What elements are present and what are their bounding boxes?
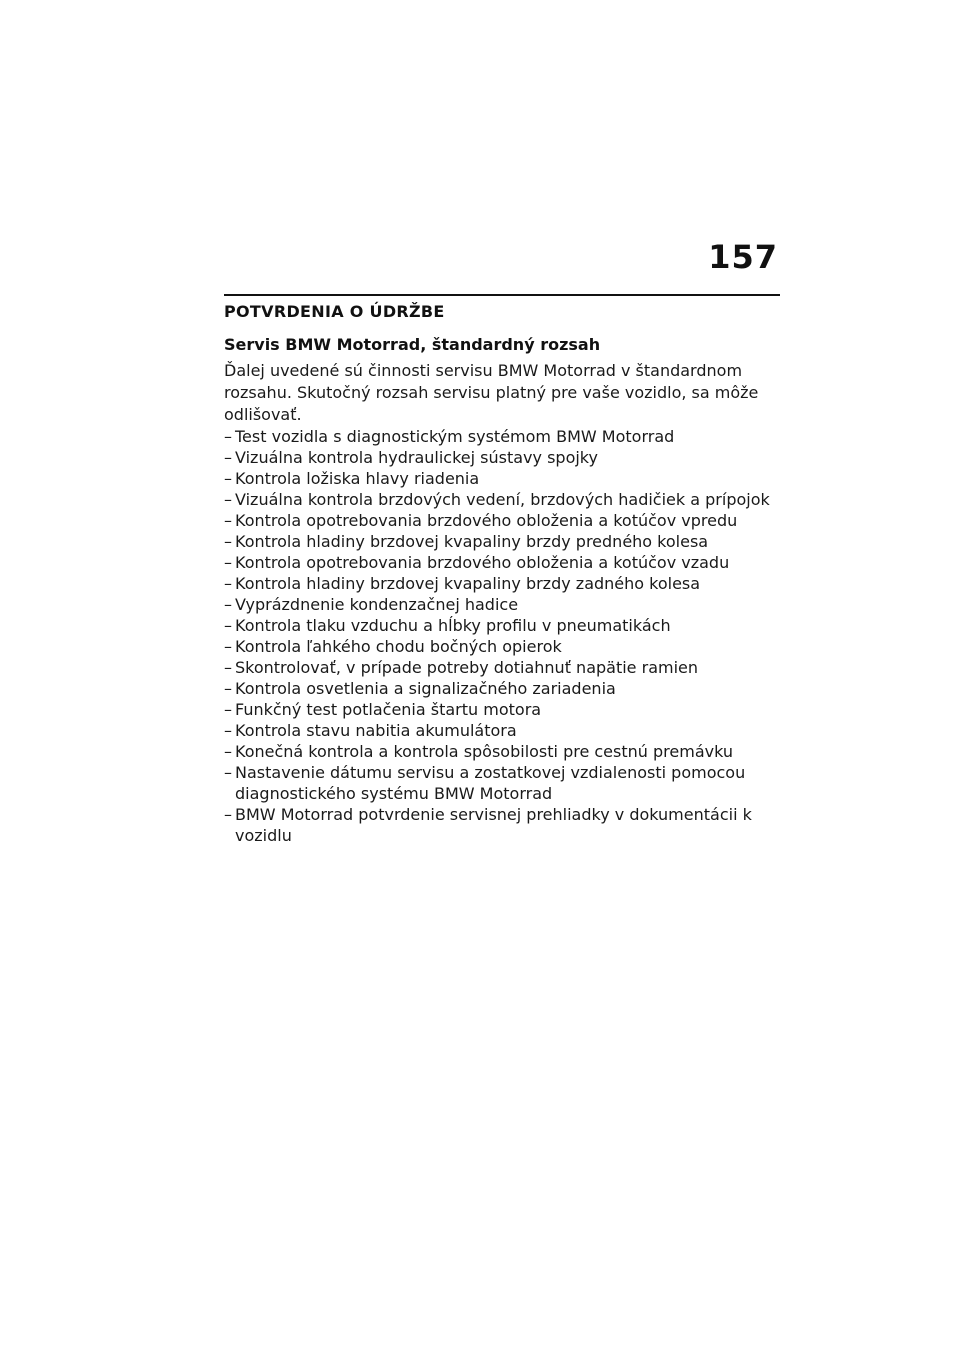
list-item-text: Konečná kontrola a kontrola spôsobilosti pre cestnú premávku xyxy=(235,742,733,761)
list-item xyxy=(224,489,780,510)
list-item-text: Funkčný test potlačenia štartu motora xyxy=(235,700,542,719)
list-item-text: Test vozidla s diagnostickým systémom BMW Motorrad xyxy=(235,427,675,446)
list-item xyxy=(224,720,780,741)
list-item xyxy=(224,447,780,468)
list-item xyxy=(224,699,780,720)
list-item-text: Kontrola ľahkého chodu bočných opierok xyxy=(235,637,562,656)
list-item-text: Kontrola tlaku vzduchu a hĺbky profilu v pneumatikách xyxy=(235,616,671,635)
list-item xyxy=(224,552,780,573)
list-item xyxy=(224,615,780,636)
list-dash: – xyxy=(224,574,232,593)
list-item xyxy=(224,762,780,804)
intro-paragraph: Ďalej uvedené sú činnosti servisu BMW Motorrad v štandardnom rozsahu. Skutočný rozsah servisu platný pre vaše vozidlo, sa môže odlišovať. xyxy=(224,361,759,424)
list-item xyxy=(224,594,780,615)
list-item xyxy=(224,636,780,657)
list-item-text: Vizuálna kontrola brzdových vedení, brzdových hadičiek a prípojok xyxy=(235,490,770,509)
list-dash: – xyxy=(224,805,232,824)
list-item-text: Nastavenie dátumu servisu a zostatkovej vzdialenosti pomocou diagnostického systému BMW Motorrad xyxy=(235,763,746,803)
list-dash: – xyxy=(224,700,232,719)
list-dash: – xyxy=(224,448,232,467)
list-item-text: Vyprázdnenie kondenzačnej hadice xyxy=(235,595,519,614)
list-item xyxy=(224,657,780,678)
list-dash: – xyxy=(224,553,232,572)
list-item xyxy=(224,678,780,699)
list-item-text: Kontrola hladiny brzdovej kvapaliny brzdy zadného kolesa xyxy=(235,574,701,593)
section-divider xyxy=(224,294,780,296)
list-item-text: Kontrola ložiska hlavy riadenia xyxy=(235,469,480,488)
list-item xyxy=(224,468,780,489)
list-dash: – xyxy=(224,763,232,782)
list-item xyxy=(224,804,780,846)
list-item-text: Skontrolovať, v prípade potreby dotiahnuť napätie ramien xyxy=(235,658,699,677)
list-item-text: Vizuálna kontrola hydraulickej sústavy spojky xyxy=(235,448,598,467)
list-item xyxy=(224,531,780,552)
list-item xyxy=(224,741,780,762)
list-item xyxy=(224,573,780,594)
list-dash: – xyxy=(224,532,232,551)
list-dash: – xyxy=(224,490,232,509)
page-number: 157 xyxy=(708,238,778,276)
list-dash: – xyxy=(224,511,232,530)
list-dash: – xyxy=(224,742,232,761)
list-item-text: Kontrola opotrebovania brzdového obloženia a kotúčov vpredu xyxy=(235,511,738,530)
list-item-text: Kontrola osvetlenia a signalizačného zariadenia xyxy=(235,679,616,698)
list-dash: – xyxy=(224,658,232,677)
list-item-text: Kontrola hladiny brzdovej kvapaliny brzdy predného kolesa xyxy=(235,532,709,551)
list-dash: – xyxy=(224,427,232,446)
section-title: POTVRDENIA O ÚDRŽBE xyxy=(224,302,445,321)
list-dash: – xyxy=(224,616,232,635)
list-item xyxy=(224,426,780,447)
list-dash: – xyxy=(224,721,232,740)
list-dash: – xyxy=(224,469,232,488)
service-task-list xyxy=(224,426,780,846)
maintenance-section xyxy=(224,294,780,846)
list-item-text: Kontrola stavu nabitia akumulátora xyxy=(235,721,517,740)
section-subtitle: Servis BMW Motorrad, štandardný rozsah xyxy=(224,335,601,354)
list-item-text: Kontrola opotrebovania brzdového obloženia a kotúčov vzadu xyxy=(235,553,730,572)
list-item xyxy=(224,510,780,531)
list-dash: – xyxy=(224,679,232,698)
list-dash: – xyxy=(224,637,232,656)
list-item-text: BMW Motorrad potvrdenie servisnej prehliadky v dokumentácii k vozidlu xyxy=(235,805,752,845)
list-dash: – xyxy=(224,595,232,614)
